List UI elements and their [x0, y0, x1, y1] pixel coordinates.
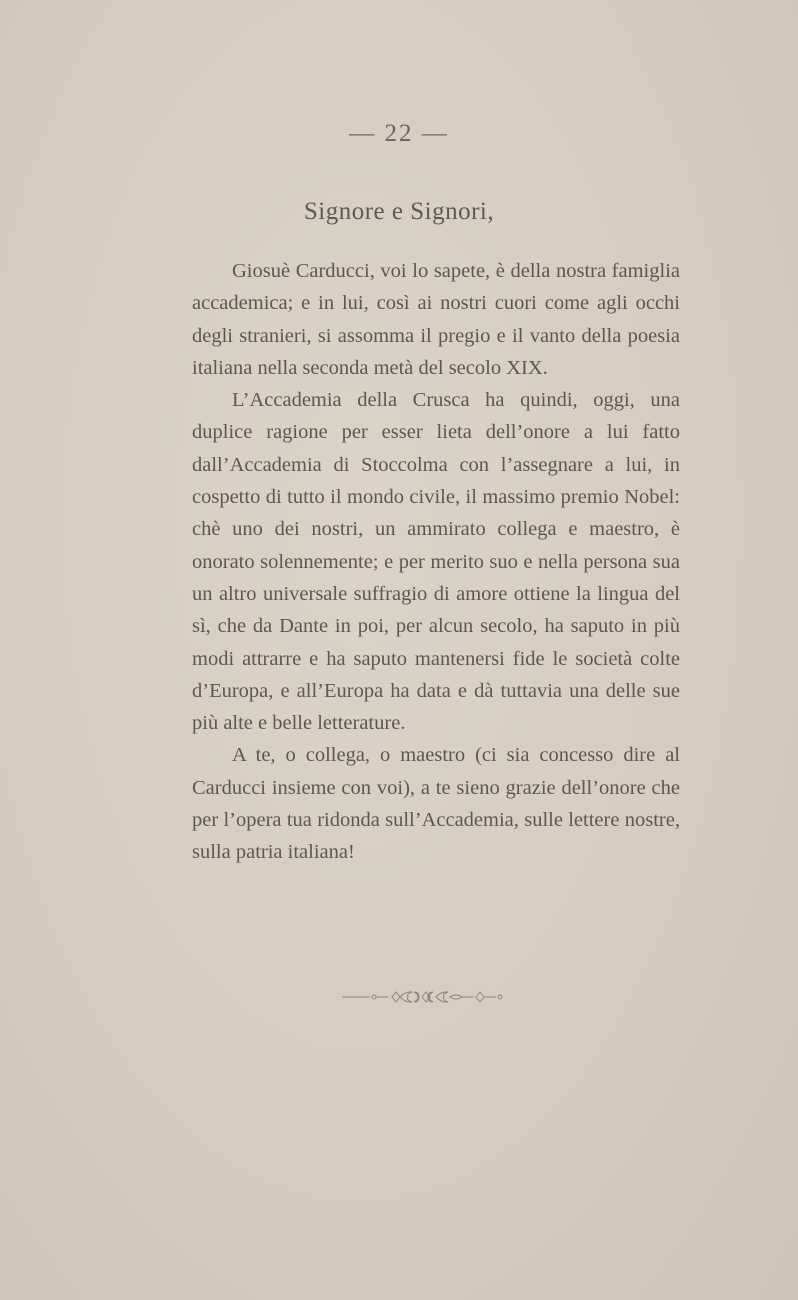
decorative-rule-icon [340, 988, 510, 1006]
paragraph-2: L’Accademia della Crusca ha quindi, oggi, una duplice ragione per esser lieta dell’onore a lui fatto dall’Accademia di Stoccolma con l’assegnare a lui, in cospetto di tutto il mondo civile, il massimo premio Nobel: chè uno dei nostri, un ammirato collega e maestro, è onorato solennemente; e per merito suo e nella persona sua un altro universale suffragio di amore ottiene la lingua del sì, che da Dante in poi, per alcun secolo, ha saputo in più modi attrarre e ha saputo mantenersi fide le società colte d’Europa, e all’Europa ha data e dà tuttavia una delle sue più alte e belle letterature. [192, 389, 680, 735]
paragraph-1: Giosuè Carducci, voi lo sapete, è della nostra famiglia accademica; e in lui, così ai nostri cuori come agli occhi degli stranieri, si assomma il pregio e il vanto della poesia italiana nella seconda metà del secolo XIX. [192, 260, 680, 379]
paragraph-3: A te, o collega, o maestro (ci sia concesso dire al Carducci insieme con voi), a te sieno grazie dell’onore che per l’opera tua ridonda sull’Accademia, sulle lettere nostre, sulla patria italiana! [192, 744, 680, 864]
salutation-heading: Signore e Signori, [303, 198, 495, 225]
body-text [192, 255, 680, 869]
page-number: — 22 — [349, 120, 449, 147]
